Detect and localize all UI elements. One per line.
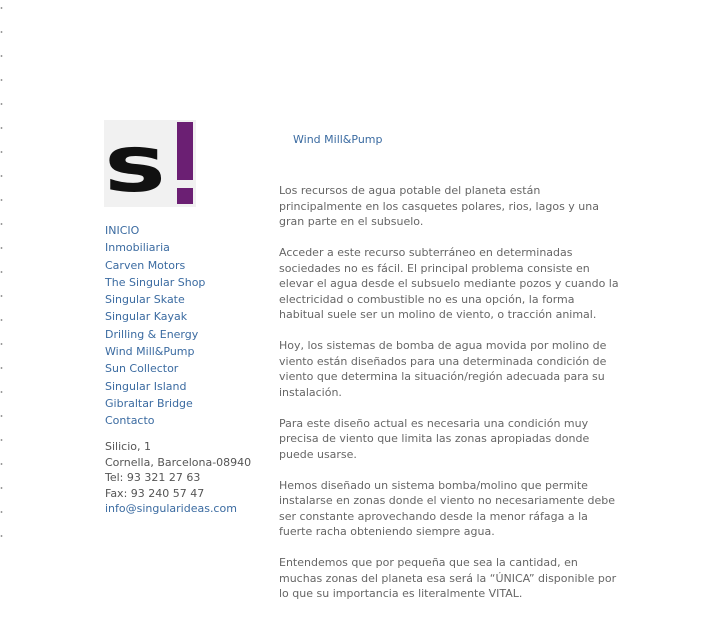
nav-item-gibraltar-bridge — [105, 393, 205, 410]
address-street: Silicio, 1 — [105, 440, 151, 453]
nav-item-contacto — [105, 410, 205, 427]
content-paragraph: Entendemos que por pequeña que sea la cantidad, en muchas zonas del planeta esa será la “ÚNICA” disponible por lo que su importancia es literalmente VITAL. — [279, 556, 617, 600]
address-email-link[interactable]: info@singularideas.com — [105, 502, 237, 515]
page-title: Wind Mill&Pump — [293, 133, 383, 146]
nav-link-singular-island[interactable]: Singular Island — [105, 379, 187, 393]
content-paragraph: Hoy, los sistemas de bomba de agua movida por molino de viento están diseñados para una determinada condición de viento que determina la situación/región adecuada para su instalación. — [279, 339, 607, 399]
nav-link-sun-collector[interactable]: Sun Collector — [105, 362, 179, 376]
nav-item-sun-collector — [105, 358, 205, 375]
site-logo[interactable] — [104, 120, 196, 207]
nav-link-singular-kayak[interactable]: Singular Kayak — [105, 310, 188, 324]
main-content — [279, 183, 619, 617]
nav-item-inicio — [105, 220, 205, 237]
nav-link-carven-motors[interactable]: Carven Motors — [105, 258, 186, 272]
nav-item-carven-motors — [105, 255, 205, 272]
address-city: Cornella, Barcelona-08940 — [105, 455, 252, 469]
address-fax: Fax: 93 240 57 47 — [105, 486, 205, 500]
nav-item-drilling-energy — [105, 324, 205, 341]
nav-link-inicio[interactable]: INICIO — [105, 224, 140, 237]
nav-item-singular-skate — [105, 289, 205, 306]
content-paragraph: Acceder a este recurso subterráneo en determinadas sociedades no es fácil. El principal problema consiste en elevar el agua desde el subsuelo mediante pozos y cuando la electricidad o combustible no es una opción, la forma habitual suele ser un molino de viento, o tracción animal. — [279, 246, 619, 321]
nav-link-gibraltar-bridge[interactable]: Gibraltar Bridge — [105, 396, 193, 410]
nav-link-wind-mill-pump[interactable]: Wind Mill&Pump — [105, 345, 195, 359]
nav-link-drilling-energy[interactable]: Drilling & Energy — [105, 327, 199, 341]
content-paragraph: Hemos diseñado un sistema bomba/molino que permite instalarse en zonas donde el viento no necesariamente debe ser constante aprovechando desde la menor ráfaga a la fuerte racha obteniendo siempre agua. — [279, 478, 615, 538]
nav-item-singular-island — [105, 376, 205, 393]
nav-link-contacto[interactable]: Contacto — [105, 414, 155, 428]
content-paragraph: Para este diseño actual es necesaria una condición muy precisa de viento que limita las zonas apropiadas donde puede usarse. — [279, 416, 590, 461]
nav-item-singular-shop — [105, 272, 205, 289]
left-edge-dotted-border — [0, 0, 3, 545]
svg-text:s: s — [104, 120, 166, 207]
nav-link-inmobiliaria[interactable]: Inmobiliaria — [105, 241, 170, 255]
logo-s-bang-icon — [104, 120, 196, 207]
nav-item-inmobiliaria — [105, 237, 205, 254]
nav-link-singular-skate[interactable]: Singular Skate — [105, 293, 185, 307]
content-paragraph: Los recursos de agua potable del planeta están principalmente en los casquetes polares, rios, lagos y una gran parte en el subsuelo. — [279, 184, 599, 228]
nav-item-wind-mill-pump — [105, 341, 205, 358]
nav-link-singular-shop[interactable]: The Singular Shop — [105, 275, 206, 289]
contact-address — [105, 439, 251, 517]
nav-item-singular-kayak — [105, 306, 205, 323]
address-tel: Tel: 93 321 27 63 — [105, 471, 201, 484]
main-nav — [105, 220, 205, 428]
